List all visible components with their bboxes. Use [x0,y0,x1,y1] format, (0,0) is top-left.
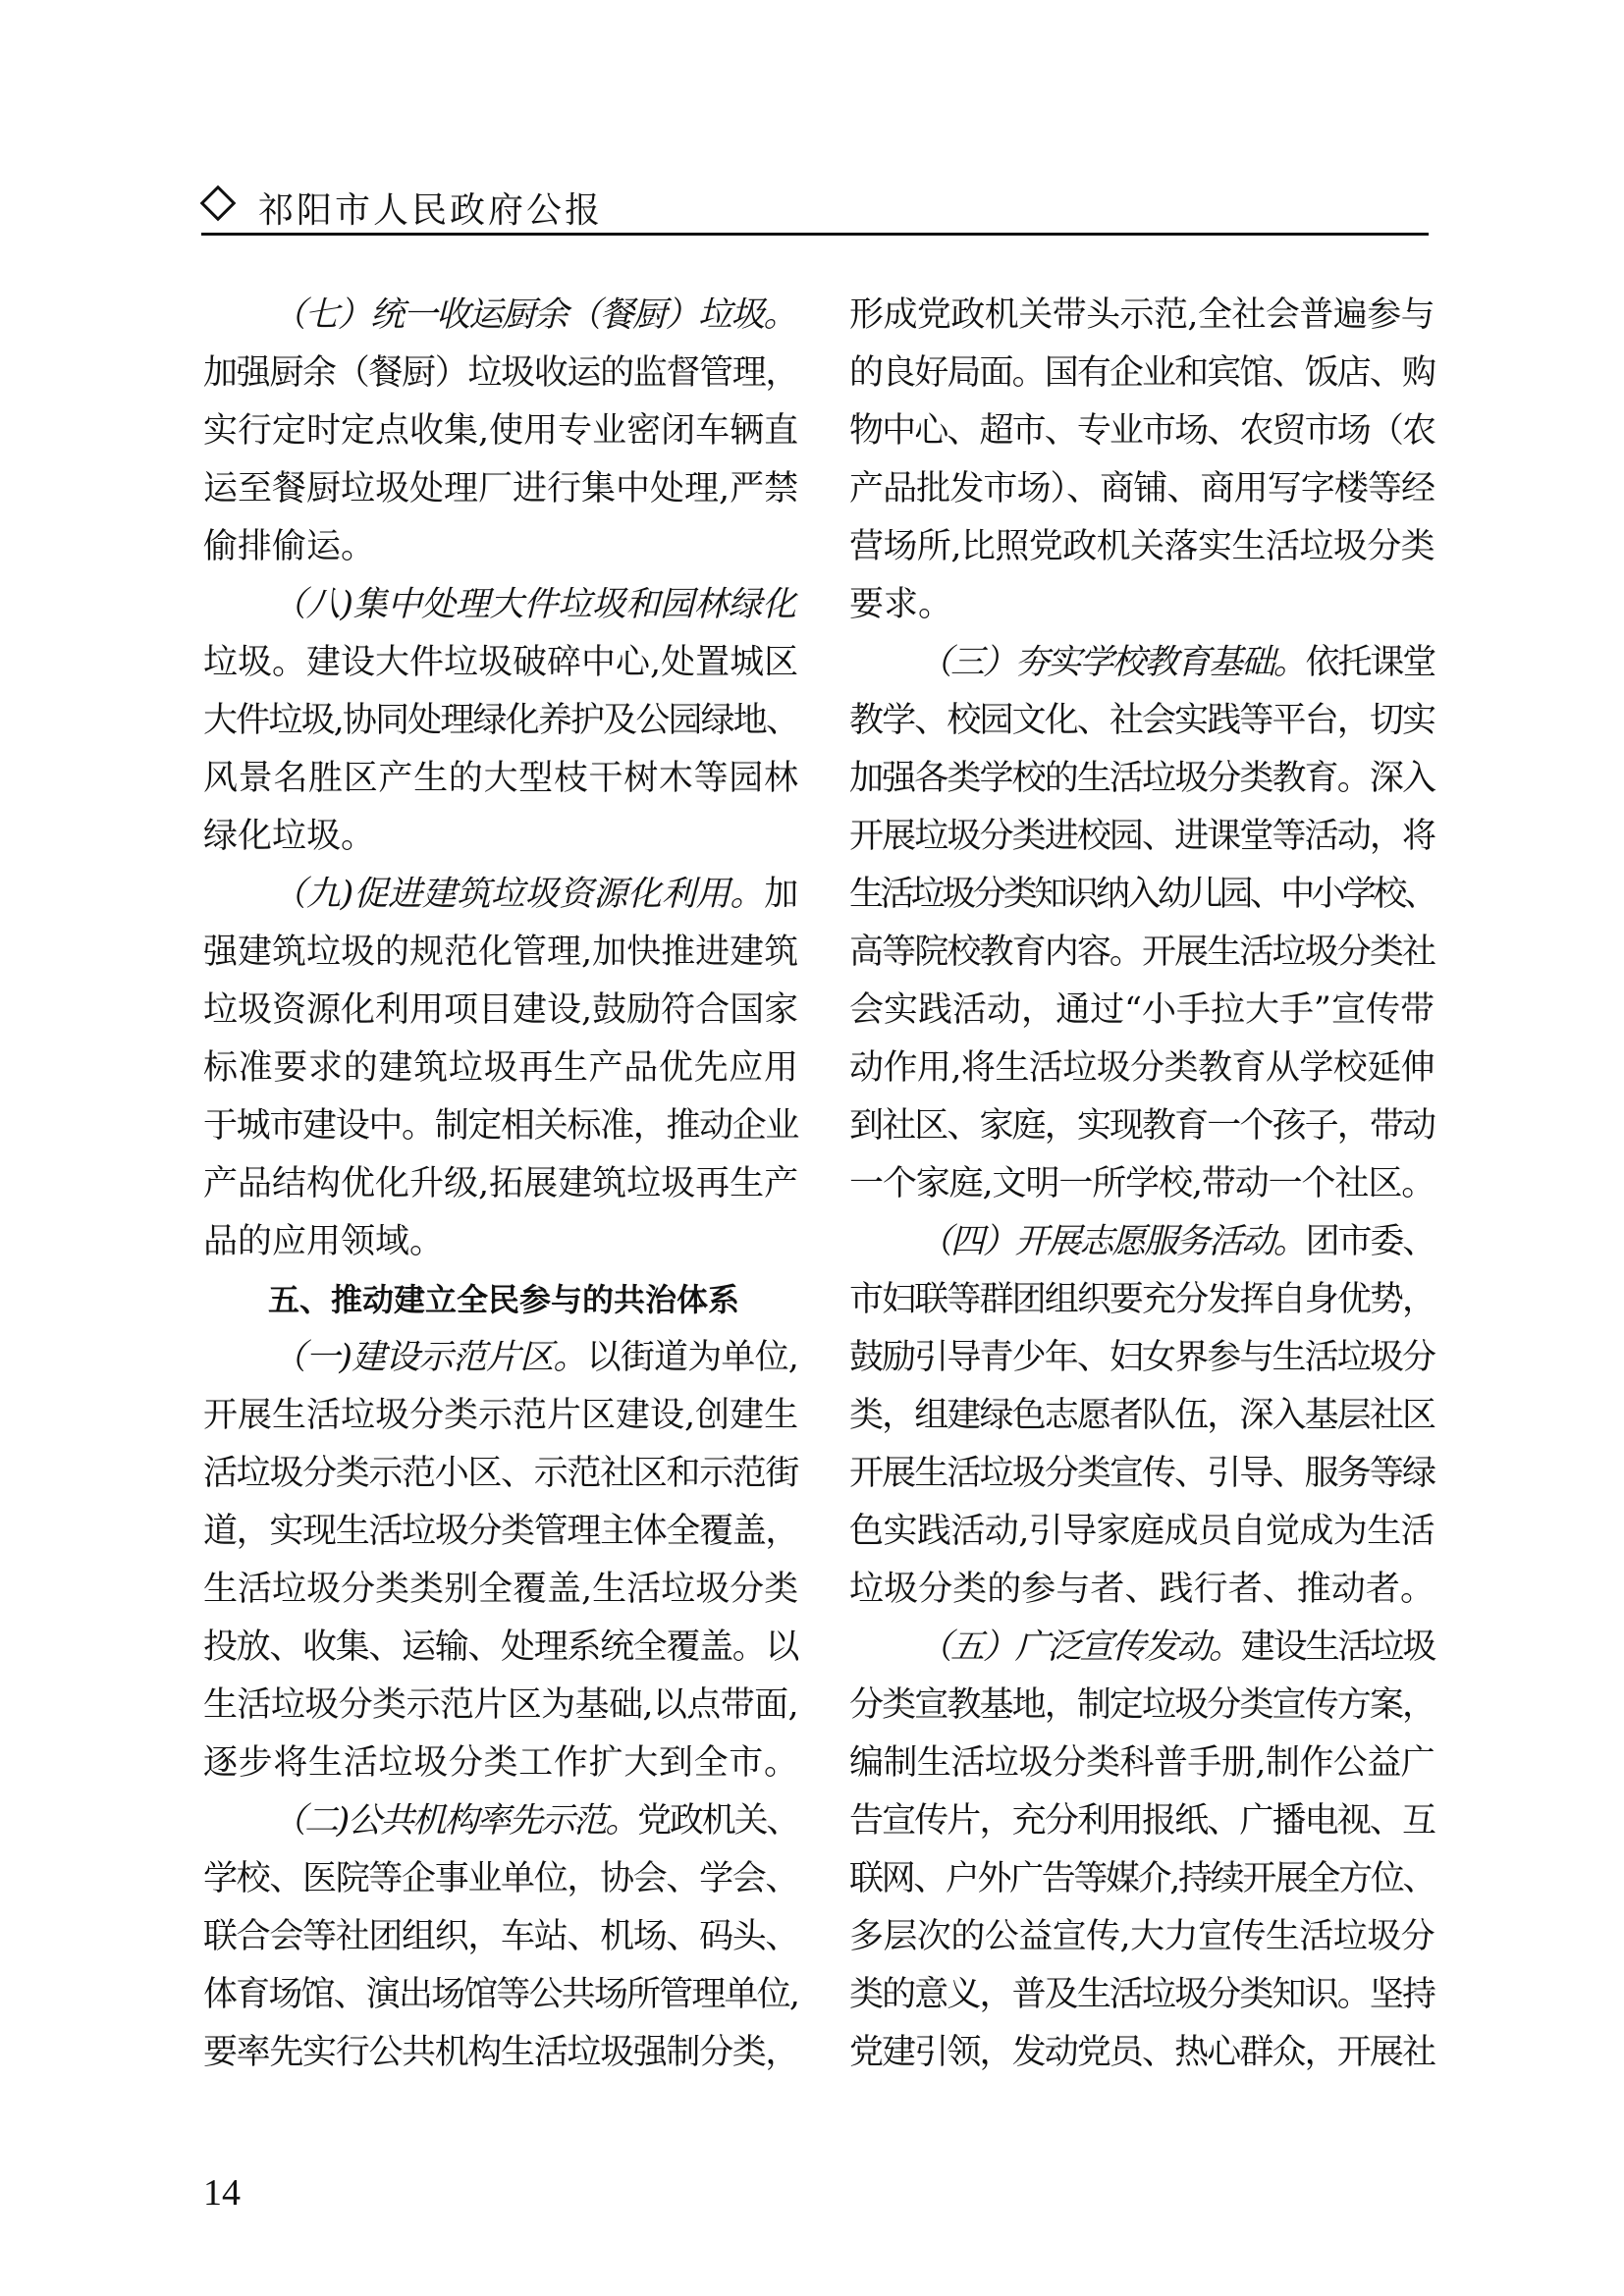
body-text: 联合会等社团组织，车站、机场、码头、 [203,1917,798,1956]
text-line [203,692,798,750]
subsection-heading: （九)促进建筑垃圾资源化利用。 [272,875,765,914]
text-line [849,866,1435,924]
text-line [849,1040,1435,1097]
text-line [203,924,798,982]
body-text: 到社区、家庭，实现教育一个孩子，带动 [849,1106,1435,1146]
body-text: 分类宣教基地，制定垃圾分类宣传方案， [849,1685,1435,1725]
text-line [203,1503,798,1561]
body-text: 联网、户外广告等媒介,持续开展全方位、 [849,1859,1435,1898]
body-text: 类的意义，普及生活垃圾分类知识。坚持 [849,1975,1435,2014]
body-text: 一个家庭,文明一所学校,带动一个社区。 [849,1164,1435,1203]
text-line [203,1387,798,1445]
text-line [849,1850,1435,1908]
text-line [849,460,1435,518]
text-line [203,982,798,1040]
body-text: 要率先实行公共机构生活垃圾强制分类， [203,2033,798,2072]
body-text: 要求。 [849,585,953,624]
text-line [203,1213,798,1271]
text-line [203,1040,798,1097]
text-line [849,1677,1435,1735]
body-text: 强建筑垃圾的规范化管理,加快推进建筑 [203,933,799,972]
page-number: 14 [203,2172,241,2214]
body-text: 教学、校园文化、社会实践等平台，切实 [849,701,1435,740]
text-line [203,866,798,924]
body-text: 标准要求的建筑垃圾再生产品优先应用 [203,1048,798,1088]
subsection-heading: （八)集中处理大件垃圾和园林绿化 [272,585,796,624]
body-text: 生活垃圾分类知识纳入幼儿园、中小学校、 [849,875,1435,914]
subsection-heading: （五）广泛宣传发动。 [918,1628,1241,1667]
right-column [849,287,1435,2082]
body-text: 运至餐厨垃圾处理厂进行集中处理,严禁 [203,469,799,508]
body-text: 绿化垃圾。 [203,817,376,856]
body-text: 产品批发市场）、商铺、商用写字楼等经 [849,469,1435,508]
body-text: 动作用,将生活垃圾分类教育从学校延伸 [849,1048,1435,1088]
body-text: 道，实现生活垃圾分类管理主体全覆盖， [203,1512,798,1551]
text-line [203,1792,798,1850]
text-line [849,1329,1435,1387]
body-text: 大件垃圾,协同处理绿化养护及公园绿地、 [203,701,798,740]
text-line [203,1097,798,1155]
body-text: 垃圾分类的参与者、践行者、推动者。 [849,1570,1435,1609]
text-line [849,1735,1435,1792]
body-text: 生活垃圾分类示范片区为基础,以点带面, [203,1685,798,1725]
text-line [203,1561,798,1619]
text-line [849,1387,1435,1445]
diamond-icon [200,186,237,222]
body-text: 开展生活垃圾分类示范片区建设,创建生 [203,1396,799,1435]
subsection-heading: （七）统一收运厨余（餐厨）垃圾。 [272,295,796,335]
text-line [849,750,1435,808]
body-text: 开展生活垃圾分类宣传、引导、服务等绿 [849,1454,1435,1493]
body-text: 偷排偷运。 [203,527,376,566]
body-text: 逐步将生活垃圾分类工作扩大到全市。 [203,1743,798,1783]
text-line [203,1619,798,1677]
text-line [849,1908,1435,1966]
text-line [203,808,798,866]
body-text: 党建引领，发动党员、热心群众，开展社 [849,2033,1435,2072]
text-line [203,1735,798,1792]
text-line [203,1908,798,1966]
body-text: 垃圾。建设大件垃圾破碎中心,处置城区 [203,643,799,682]
body-text: 生活垃圾分类类别全覆盖,生活垃圾分类 [203,1570,799,1609]
body-text: 形成党政机关带头示范,全社会普遍参与 [849,295,1435,335]
text-line [849,924,1435,982]
body-text: 开展垃圾分类进校园、进课堂等活动，将 [849,817,1435,856]
text-line [849,2024,1435,2082]
body-text: 营场所,比照党政机关落实生活垃圾分类 [849,527,1435,566]
text-line [203,518,798,576]
body-text: 产品结构优化升级,拓展建筑垃圾再生产 [203,1164,799,1203]
text-line [849,402,1435,460]
text-line [203,287,798,345]
text-line [849,518,1435,576]
text-line [849,345,1435,402]
body-text: 的良好局面。国有企业和宾馆、饭店、购 [849,353,1435,393]
body-text: 建设生活垃圾 [1240,1628,1435,1667]
text-line [849,576,1435,634]
text-line [849,808,1435,866]
section-heading [203,1271,798,1329]
text-line [203,460,798,518]
text-line [203,1677,798,1735]
body-text: 风景名胜区产生的大型枝干树木等园林 [203,759,798,798]
text-line [849,1619,1435,1677]
body-text: 党政机关、 [637,1801,798,1841]
text-line [203,750,798,808]
body-text: 加强厨余（餐厨）垃圾收运的监督管理， [203,353,798,393]
subsection-heading: （三）夯实学校教育基础。 [918,643,1306,682]
text-line [849,1561,1435,1619]
text-line [849,1503,1435,1561]
body-text: 五、推动建立全民参与的共治体系 [268,1281,740,1318]
header-divider [201,233,1429,236]
body-text: 类，组建绿色志愿者队伍，深入基层社区 [849,1396,1435,1435]
publication-title: 祁阳市人民政府公报 [258,190,604,231]
body-text: 告宣传片，充分利用报纸、广播电视、互 [849,1801,1435,1841]
body-text: 多层次的公益宣传,大力宣传生活垃圾分 [849,1917,1435,1956]
body-text: 市妇联等群团组织要充分发挥自身优势， [849,1280,1435,1319]
body-text: 鼓励引导青少年、妇女界参与生活垃圾分 [849,1338,1435,1377]
text-line [203,1445,798,1503]
body-text: 活垃圾分类示范小区、示范社区和示范街 [203,1454,798,1493]
left-column [203,287,798,2082]
body-text: 加强各类学校的生活垃圾分类教育。深入 [849,759,1435,798]
body-text: 学校、医院等企事业单位，协会、学会、 [203,1859,798,1898]
body-text: 于城市建设中。制定相关标准，推动企业 [203,1106,798,1146]
subsection-heading: （二)公共机构率先示范。 [272,1801,638,1841]
text-line [849,1966,1435,2024]
body-text: 会实践活动，通过“小手拉大手”宣传带 [849,990,1435,1030]
body-text: 实行定时定点收集,使用专业密闭车辆直 [203,411,799,451]
body-text: 加 [764,875,798,914]
body-text: 团市委、 [1305,1222,1435,1261]
text-line [849,1445,1435,1503]
body-text: 垃圾资源化利用项目建设,鼓励符合国家 [203,990,799,1030]
text-line [203,345,798,402]
body-text: 体育场馆、演出场馆等公共场所管理单位, [203,1975,798,2014]
text-line [849,287,1435,345]
body-text: 依托课堂 [1305,643,1435,682]
body-text: 高等院校教育内容。开展生活垃圾分类社 [849,933,1435,972]
text-line [849,1213,1435,1271]
body-text: 投放、收集、运输、处理系统全覆盖。以 [203,1628,798,1667]
text-line [849,1155,1435,1213]
text-line [203,1155,798,1213]
text-line [203,1850,798,1908]
text-line [849,634,1435,692]
text-line [203,576,798,634]
body-text: 编制生活垃圾分类科普手册,制作公益广 [849,1743,1435,1783]
text-line [849,1792,1435,1850]
subsection-heading: （一)建设示范片区。 [272,1338,587,1377]
text-line [203,1329,798,1387]
text-line [849,982,1435,1040]
subsection-heading: （四）开展志愿服务活动。 [918,1222,1306,1261]
body-text: 物中心、超市、专业市场、农贸市场（农 [849,411,1435,451]
text-line [203,1966,798,2024]
text-line [849,1097,1435,1155]
text-line [203,2024,798,2082]
body-text: 以街道为单位, [586,1338,798,1377]
running-header [201,175,1429,234]
text-line [203,402,798,460]
text-line [203,634,798,692]
body-text: 品的应用领域。 [203,1222,445,1261]
text-line [849,1271,1435,1329]
body-text: 色实践活动,引导家庭成员自觉成为生活 [849,1512,1435,1551]
text-line [849,692,1435,750]
